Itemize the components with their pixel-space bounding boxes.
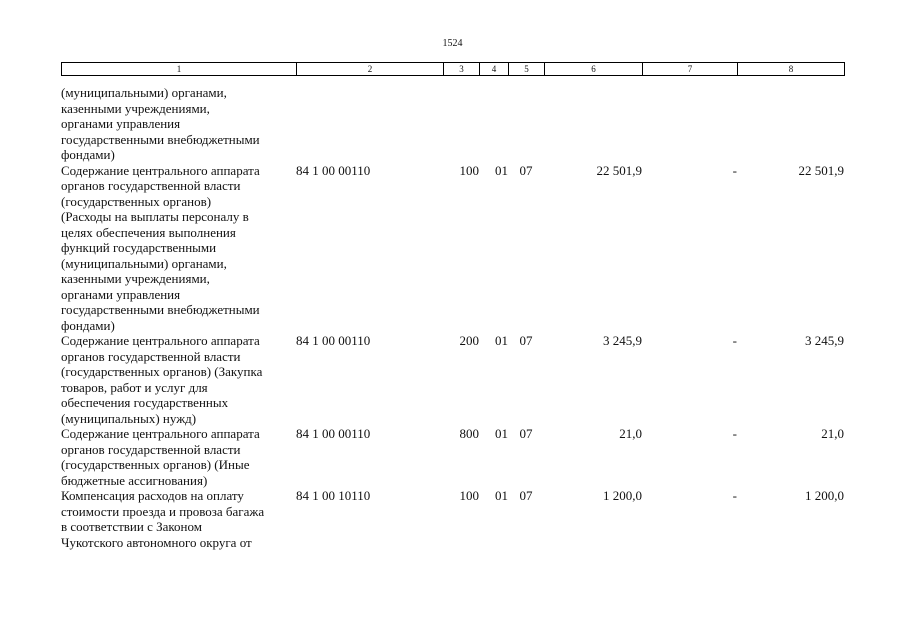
budget-code: 84 1 00 10110: [296, 488, 371, 503]
expense-type: [443, 85, 479, 163]
budget-code: [296, 85, 443, 163]
item-name-line: Содержание центрального аппарата: [61, 333, 260, 348]
item-name: [61, 426, 296, 488]
amount-col-8: [737, 85, 844, 163]
item-name-line: фондами): [61, 317, 115, 333]
item-name-line: Компенсация расходов на оплату: [61, 488, 244, 503]
expense-type: 100: [459, 488, 479, 503]
item-name-line: обеспечения государственных: [61, 395, 229, 410]
item-name-line: (муниципальными) органами,: [61, 85, 227, 100]
expense-type: 200: [459, 333, 479, 348]
item-name-line: (муниципальных) нужд): [61, 410, 197, 426]
subsection-code: 07: [519, 162, 533, 178]
expense-type: 100: [459, 162, 479, 178]
budget-code: 84 1 00 00110: [296, 162, 371, 178]
item-name-line: (Расходы на выплаты персоналу в: [61, 209, 249, 224]
header-col-1: 1: [62, 63, 297, 76]
amount-col-8: 22 501,9: [798, 162, 844, 178]
item-name-line: Чукотского автономного округа от: [61, 534, 252, 550]
subsection-code: 07: [519, 426, 533, 441]
item-name-line: казенными учреждениями,: [61, 100, 210, 116]
amount-col-6: 21,0: [619, 426, 642, 441]
item-name-line: бюджетные ассигнования): [61, 472, 208, 488]
budget-code: 84 1 00 00110: [296, 426, 371, 441]
amount-col-7: [642, 85, 737, 163]
amount-col-7: -: [732, 488, 737, 503]
item-name-line: функций государственными: [61, 240, 217, 255]
header-col-6: 6: [545, 63, 643, 76]
item-name-line: (государственных органов): [61, 193, 212, 209]
header-col-7: 7: [643, 63, 738, 76]
item-name-line: стоимости проезда и провоза багажа: [61, 503, 265, 519]
table-row: [61, 426, 844, 488]
item-name: [61, 85, 296, 163]
header-col-3: 3: [444, 63, 480, 76]
subsection-code: 07: [519, 488, 533, 503]
header-col-2: 2: [297, 63, 444, 76]
item-name-line: целях обеспечения выполнения: [61, 224, 236, 240]
amount-col-8: 3 245,9: [805, 333, 844, 348]
amount-col-6: 1 200,0: [603, 488, 642, 503]
item-name-line: (государственных органов) (Иные: [61, 457, 250, 472]
section-code: [479, 85, 508, 163]
amount-col-6: 3 245,9: [603, 333, 642, 348]
section-code: 01: [495, 333, 508, 348]
table-row: [61, 85, 844, 163]
amount-col-8: 1 200,0: [805, 488, 844, 503]
amount-col-6: 22 501,9: [596, 162, 642, 178]
header-col-8: 8: [738, 63, 845, 76]
table-row: [61, 163, 844, 334]
item-name-line: Содержание центрального аппарата: [61, 162, 260, 178]
header-col-4: 4: [480, 63, 509, 76]
item-name-line: органами управления: [61, 286, 181, 302]
subsection-code: [508, 85, 544, 163]
item-name-line: государственными внебюджетными: [61, 302, 260, 317]
item-name-line: казенными учреждениями,: [61, 271, 210, 286]
header-row: [62, 63, 845, 76]
item-name-line: фондами): [61, 147, 115, 162]
budget-table-body: [61, 85, 844, 550]
amount-col-7: -: [732, 426, 737, 441]
section-code: 01: [495, 162, 508, 178]
item-name-line: органов государственной власти: [61, 348, 241, 364]
amount-col-8: 21,0: [821, 426, 844, 441]
amount-col-7: -: [732, 333, 737, 348]
item-name-line: органами управления: [61, 116, 181, 131]
header-col-5: 5: [509, 63, 545, 76]
column-number-header: [61, 62, 845, 76]
item-name-line: Содержание центрального аппарата: [61, 426, 260, 441]
item-name-line: (государственных органов) (Закупка: [61, 364, 263, 379]
table-row: [61, 333, 844, 426]
budget-code: 84 1 00 00110: [296, 333, 371, 348]
section-code: 01: [495, 426, 508, 441]
amount-col-6: [544, 85, 642, 163]
section-code: 01: [495, 488, 508, 503]
item-name-line: государственными внебюджетными: [61, 131, 260, 147]
table-row: [61, 488, 844, 550]
item-name: [61, 333, 296, 426]
expense-type: 800: [459, 426, 479, 441]
item-name-line: (муниципальными) органами,: [61, 255, 227, 271]
item-name: [61, 163, 296, 334]
item-name: [61, 488, 296, 550]
item-name-line: товаров, работ и услуг для: [61, 379, 208, 395]
amount-col-7: -: [732, 162, 737, 178]
subsection-code: 07: [519, 333, 533, 348]
page-number: 1524: [442, 38, 463, 49]
item-name-line: органов государственной власти: [61, 178, 241, 193]
item-name-line: органов государственной власти: [61, 441, 241, 457]
item-name-line: в соответствии с Законом: [61, 519, 202, 534]
